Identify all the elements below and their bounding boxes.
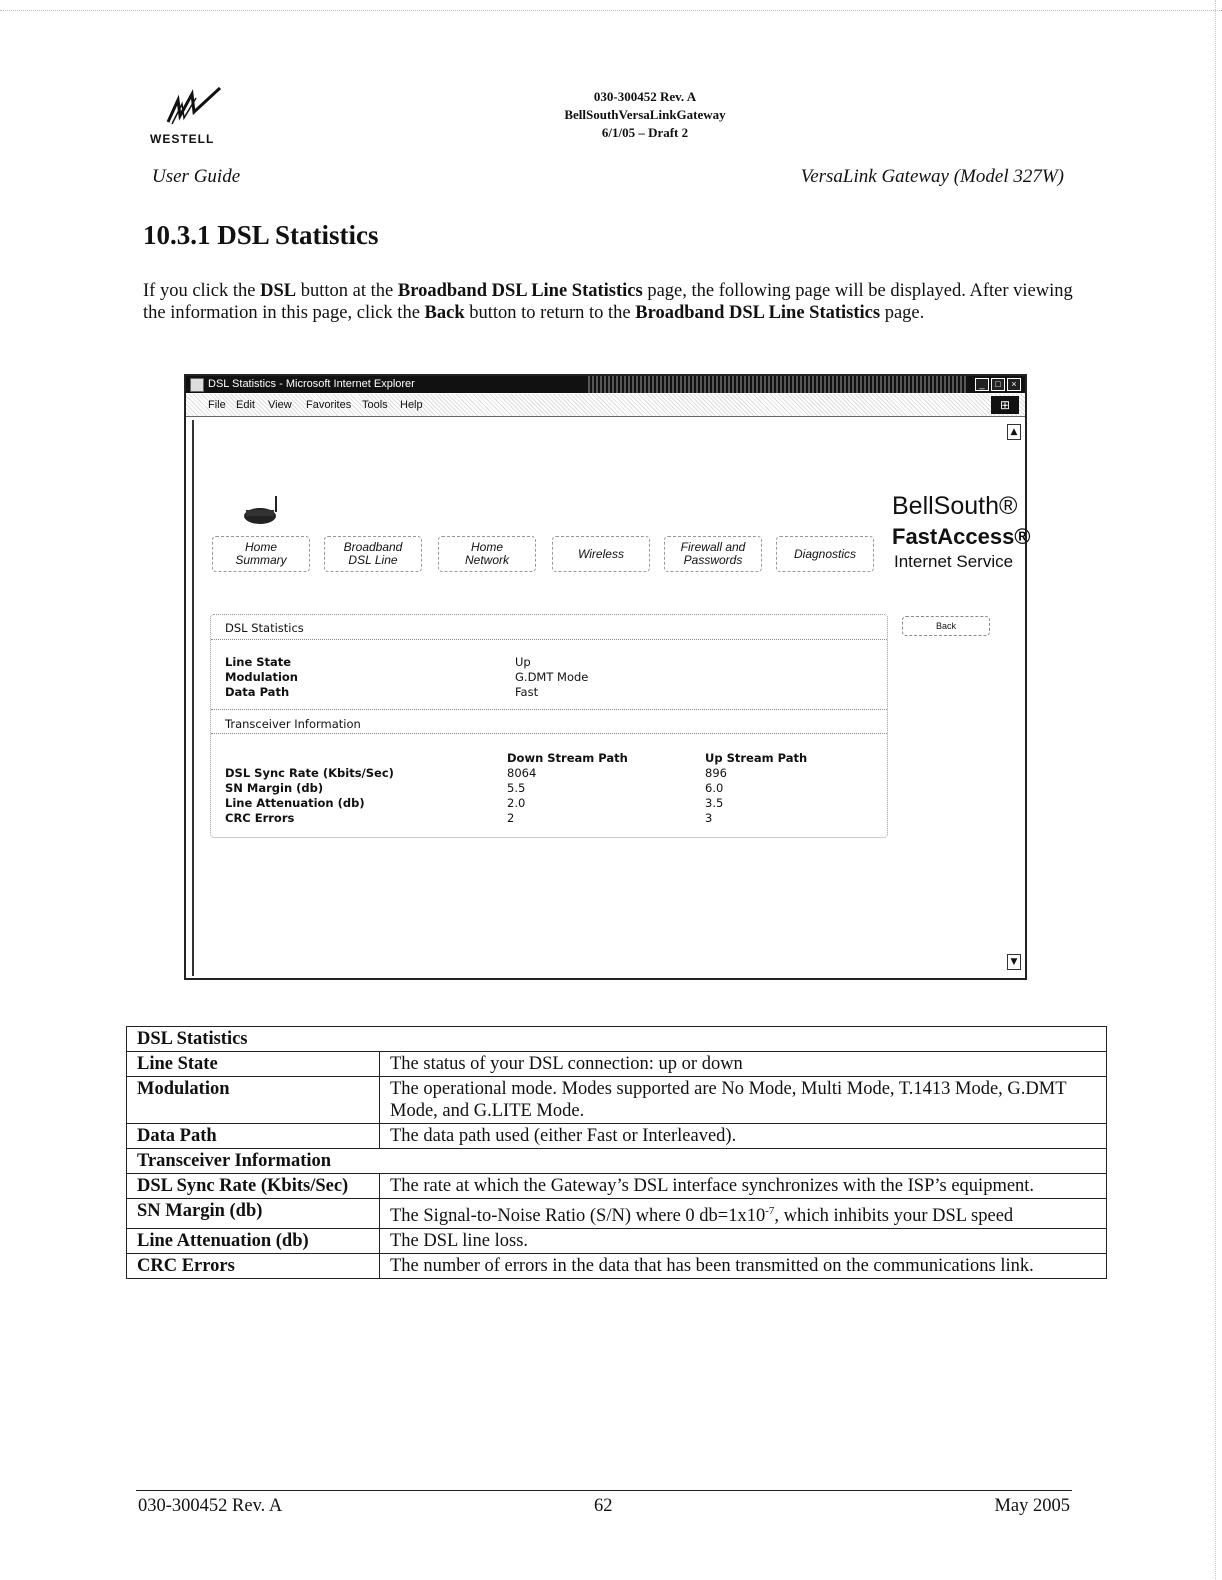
line-state-label: Line State <box>225 655 292 669</box>
footer-rule <box>136 1490 1072 1491</box>
table-row: SN Margin (db) The Signal-to-Noise Ratio (S/N) where 0 $db=1x10^{-7}$, which inhibits your DSL speed <box>127 1199 1107 1229</box>
brand-internet-service: Internet Service <box>894 552 1014 571</box>
menu-favorites[interactable]: Favorites <box>306 399 352 411</box>
sn-margin-label: SN Margin (db) <box>225 781 324 795</box>
browser-content <box>192 420 1031 976</box>
intro-paragraph: If you click the DSL button at the Broadband DSL Line Statistics page, the following page will be displayed. After viewing the information in this page, click the Back button to return to the Broadband DSL Line Statistics page. <box>143 281 1073 323</box>
menu-help[interactable]: Help <box>400 399 423 411</box>
sn-margin-down: 5.5 <box>507 781 526 795</box>
panel-title: DSL Statistics <box>225 621 304 635</box>
crc-errors-up: 3 <box>705 811 713 825</box>
menu-view[interactable]: View <box>268 399 292 411</box>
attenuation-up: 3.5 <box>705 796 724 810</box>
table-row: DSL Sync Rate (Kbits/Sec) The rate at which the Gateway’s DSL interface synchronizes with the ISP’s equipment. <box>127 1174 1107 1199</box>
modulation-value: G.DMT Mode <box>515 670 589 684</box>
nav-wireless[interactable]: Wireless <box>552 536 650 572</box>
page-number: 62 <box>594 1496 613 1516</box>
table-row: Line State The status of your DSL connection: up or down <box>127 1052 1107 1077</box>
sn-margin-up: 6.0 <box>705 781 724 795</box>
doc-draft: 6/1/05 – Draft 2 <box>601 125 689 140</box>
nav-firewall-passwords[interactable]: Firewall and Passwords <box>664 536 762 572</box>
downstream-header: Down Stream Path <box>507 751 628 765</box>
nav-home-summary[interactable]: Home Summary <box>212 536 310 572</box>
doc-product: BellSouthVersaLinkGateway <box>564 107 726 122</box>
windows-logo-icon: ⊞ <box>991 396 1019 414</box>
brand-bellsouth: BellSouth® <box>892 492 1018 520</box>
table-row: Modulation The operational mode. Modes supported are No Mode, Multi Mode, T.1413 Mode, G.DMT Mode, and G.LITE Mode. <box>127 1077 1107 1124</box>
sync-rate-up: 896 <box>705 766 727 780</box>
window-title: DSL Statistics - Microsoft Internet Explorer <box>208 378 415 390</box>
line-state-value: Up <box>515 655 531 669</box>
window-titlebar <box>186 376 1025 393</box>
nav-home-network[interactable]: Home Network <box>438 536 536 572</box>
footer-date: May 2005 <box>994 1496 1070 1516</box>
dsl-statistics-panel <box>210 614 888 838</box>
sync-rate-label: DSL Sync Rate (Kbits/Sec) <box>225 766 394 780</box>
menu-edit[interactable]: Edit <box>236 399 255 411</box>
nav-diagnostics[interactable]: Diagnostics <box>776 536 874 572</box>
data-path-value: Fast <box>515 685 539 699</box>
upstream-header: Up Stream Path <box>705 751 808 765</box>
running-header-right: VersaLink Gateway (Model 327W) <box>800 166 1064 187</box>
menu-bar <box>186 394 1025 417</box>
data-path-label: Data Path <box>225 685 290 699</box>
table-row: Line Attenuation (db) The DSL line loss. <box>127 1229 1107 1254</box>
table-section-row: DSL Statistics <box>127 1027 1107 1052</box>
attenuation-down: 2.0 <box>507 796 526 810</box>
router-icon <box>242 492 282 528</box>
scroll-up-icon[interactable]: ▲ <box>1007 424 1021 440</box>
maximize-icon[interactable]: □ <box>991 378 1005 391</box>
transceiver-title: Transceiver Information <box>225 717 361 731</box>
table-row: CRC Errors The number of errors in the data that has been transmitted on the communications link. <box>127 1254 1107 1279</box>
top-rule <box>0 10 1222 11</box>
minimize-icon[interactable]: _ <box>975 378 989 391</box>
browser-window-screenshot <box>184 374 1031 980</box>
document-info <box>445 88 845 142</box>
section-heading: 10.3.1 DSL Statistics <box>143 220 379 250</box>
brand-fastaccess: FastAccess® <box>892 524 1031 549</box>
page-edge <box>1215 0 1216 1580</box>
menu-file[interactable]: File <box>208 399 226 411</box>
table-section-row: Transceiver Information <box>127 1149 1107 1174</box>
menu-tools[interactable]: Tools <box>362 399 388 411</box>
doc-number: 030-300452 Rev. A <box>593 89 697 104</box>
sync-rate-down: 8064 <box>507 766 537 780</box>
back-button[interactable]: Back <box>902 616 990 636</box>
logo-wordmark: WESTELL <box>150 132 215 146</box>
modulation-label: Modulation <box>225 670 298 684</box>
dsl-statistics-table <box>126 1026 1107 1279</box>
ie-window-icon <box>190 378 204 392</box>
table-row: Data Path The data path used (either Fast or Interleaved). <box>127 1124 1107 1149</box>
scroll-down-icon[interactable]: ▼ <box>1007 954 1021 970</box>
running-header-left: User Guide <box>152 166 241 187</box>
attenuation-label: Line Attenuation (db) <box>225 796 365 810</box>
close-icon[interactable]: × <box>1007 378 1021 391</box>
crc-errors-down: 2 <box>507 811 515 825</box>
footer-doc-number: 030-300452 Rev. A <box>138 1496 283 1516</box>
crc-errors-label: CRC Errors <box>225 811 295 825</box>
nav-broadband-dsl-line[interactable]: Broadband DSL Line <box>324 536 422 572</box>
